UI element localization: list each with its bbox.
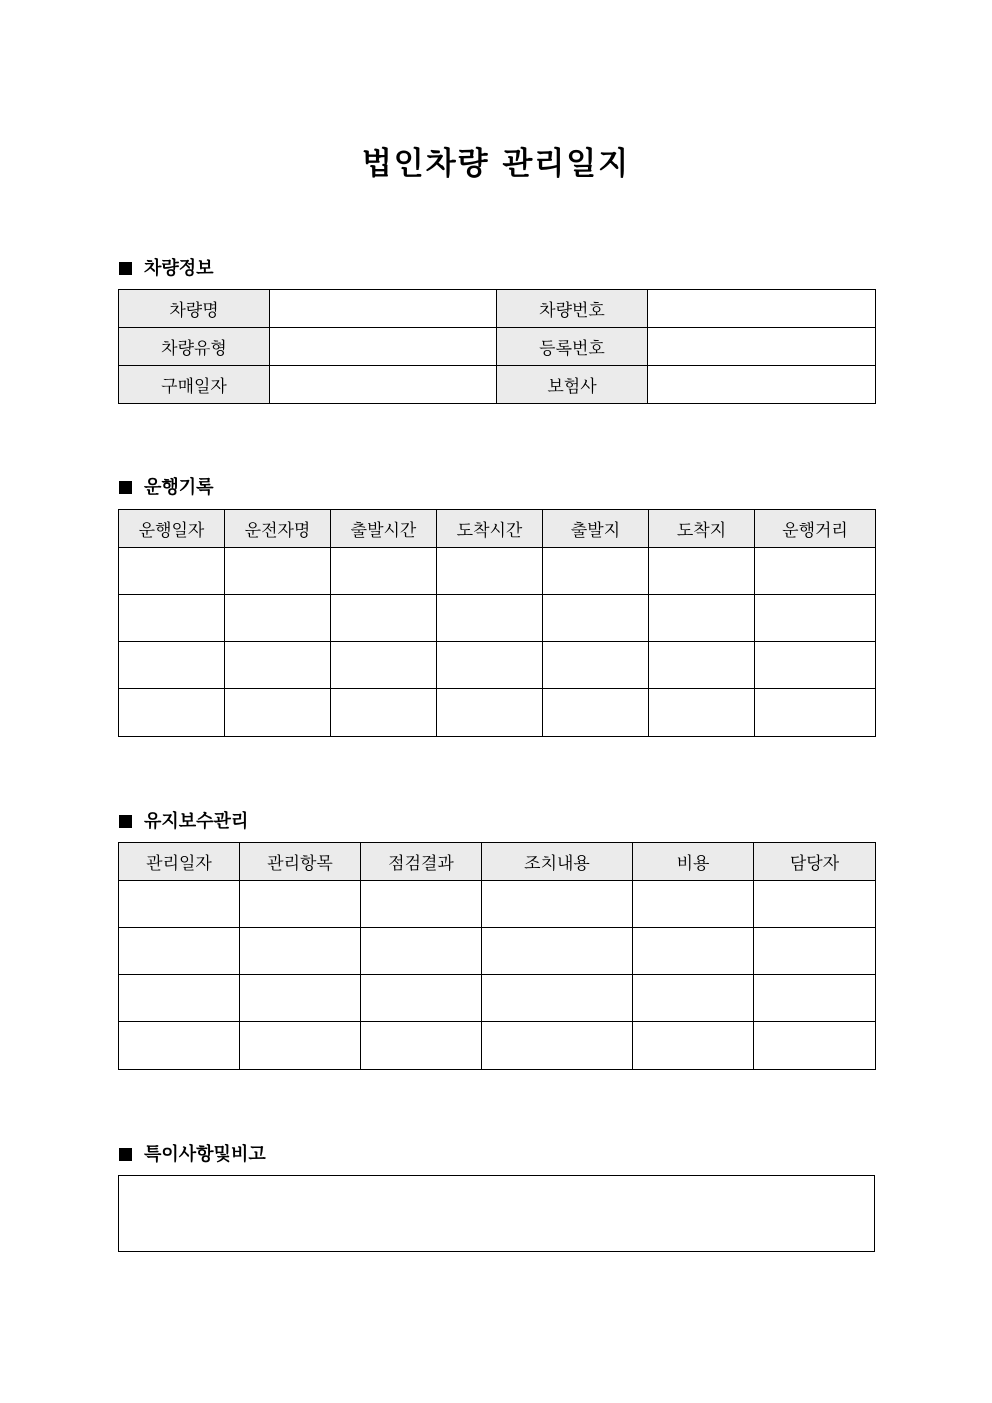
table-cell[interactable] xyxy=(119,928,240,975)
square-bullet-icon xyxy=(119,262,132,275)
table-row xyxy=(119,1022,876,1070)
table-row xyxy=(119,548,876,595)
section-heading-label: 차량정보 xyxy=(144,258,214,279)
table-cell[interactable] xyxy=(225,548,331,595)
table-cell[interactable] xyxy=(649,595,755,642)
vehicle-name-field[interactable] xyxy=(270,290,497,328)
table-cell[interactable] xyxy=(225,595,331,642)
table-row xyxy=(119,366,876,404)
table-cell[interactable] xyxy=(119,642,225,689)
column-header: 도착지 xyxy=(649,510,755,548)
table-cell[interactable] xyxy=(755,548,876,595)
field-label: 구매일자 xyxy=(119,366,270,404)
table-cell[interactable] xyxy=(633,881,754,928)
table-cell[interactable] xyxy=(482,1022,633,1070)
column-header: 출발지 xyxy=(543,510,649,548)
insurer-field[interactable] xyxy=(648,366,876,404)
maintenance-table xyxy=(118,842,876,1070)
square-bullet-icon xyxy=(119,1148,132,1161)
section-heading-notes xyxy=(119,1140,266,1166)
table-row xyxy=(119,642,876,689)
table-cell[interactable] xyxy=(119,689,225,737)
table-cell[interactable] xyxy=(361,1022,482,1070)
table-cell[interactable] xyxy=(119,595,225,642)
table-cell[interactable] xyxy=(331,642,437,689)
section-heading-driving-log xyxy=(119,473,214,499)
table-cell[interactable] xyxy=(240,1022,361,1070)
vehicle-type-field[interactable] xyxy=(270,328,497,366)
field-label: 차량명 xyxy=(119,290,270,328)
table-cell[interactable] xyxy=(240,881,361,928)
table-cell[interactable] xyxy=(240,975,361,1022)
square-bullet-icon xyxy=(119,481,132,494)
table-cell[interactable] xyxy=(482,975,633,1022)
column-header: 운행거리 xyxy=(755,510,876,548)
table-cell[interactable] xyxy=(543,548,649,595)
table-cell[interactable] xyxy=(754,881,876,928)
table-cell[interactable] xyxy=(119,1022,240,1070)
table-cell[interactable] xyxy=(754,975,876,1022)
section-heading-label: 특이사항및비고 xyxy=(144,1144,266,1165)
section-heading-label: 운행기록 xyxy=(144,477,214,498)
table-cell[interactable] xyxy=(240,928,361,975)
field-label: 차량유형 xyxy=(119,328,270,366)
table-row xyxy=(119,928,876,975)
notes-box[interactable] xyxy=(118,1175,875,1252)
column-header: 점검결과 xyxy=(361,843,482,881)
table-cell[interactable] xyxy=(633,975,754,1022)
section-heading-maintenance xyxy=(119,807,248,833)
page-title: 법인차량 관리일지 xyxy=(361,146,631,182)
field-label: 보험사 xyxy=(497,366,648,404)
table-cell[interactable] xyxy=(119,881,240,928)
table-row xyxy=(119,975,876,1022)
table-cell[interactable] xyxy=(754,928,876,975)
table-cell[interactable] xyxy=(331,595,437,642)
table-cell[interactable] xyxy=(225,642,331,689)
table-cell[interactable] xyxy=(482,881,633,928)
column-header: 운전자명 xyxy=(225,510,331,548)
table-cell[interactable] xyxy=(633,1022,754,1070)
purchase-date-field[interactable] xyxy=(270,366,497,404)
table-cell[interactable] xyxy=(482,928,633,975)
table-header-row xyxy=(119,843,876,881)
table-cell[interactable] xyxy=(437,689,543,737)
column-header: 비용 xyxy=(633,843,754,881)
driving-log-table xyxy=(118,509,876,737)
table-cell[interactable] xyxy=(437,548,543,595)
table-cell[interactable] xyxy=(119,548,225,595)
table-cell[interactable] xyxy=(755,595,876,642)
column-header: 관리일자 xyxy=(119,843,240,881)
table-cell[interactable] xyxy=(331,689,437,737)
table-cell[interactable] xyxy=(437,642,543,689)
vehicle-number-field[interactable] xyxy=(648,290,876,328)
table-cell[interactable] xyxy=(361,928,482,975)
table-cell[interactable] xyxy=(754,1022,876,1070)
table-cell[interactable] xyxy=(755,689,876,737)
table-cell[interactable] xyxy=(633,928,754,975)
table-row xyxy=(119,595,876,642)
table-cell[interactable] xyxy=(225,689,331,737)
table-cell[interactable] xyxy=(649,642,755,689)
table-cell[interactable] xyxy=(649,689,755,737)
column-header: 운행일자 xyxy=(119,510,225,548)
table-cell[interactable] xyxy=(543,595,649,642)
registration-number-field[interactable] xyxy=(648,328,876,366)
table-cell[interactable] xyxy=(437,595,543,642)
field-label: 차량번호 xyxy=(497,290,648,328)
column-header: 출발시간 xyxy=(331,510,437,548)
table-cell[interactable] xyxy=(755,642,876,689)
vehicle-info-table xyxy=(118,289,876,404)
section-heading-vehicle-info xyxy=(119,254,214,280)
table-row xyxy=(119,689,876,737)
square-bullet-icon xyxy=(119,815,132,828)
table-cell[interactable] xyxy=(543,689,649,737)
table-cell[interactable] xyxy=(543,642,649,689)
field-label: 등록번호 xyxy=(497,328,648,366)
table-row xyxy=(119,881,876,928)
table-cell[interactable] xyxy=(119,975,240,1022)
column-header: 도착시간 xyxy=(437,510,543,548)
column-header: 담당자 xyxy=(754,843,876,881)
table-cell[interactable] xyxy=(331,548,437,595)
table-row xyxy=(119,290,876,328)
column-header: 조치내용 xyxy=(482,843,633,881)
table-header-row xyxy=(119,510,876,548)
table-row xyxy=(119,328,876,366)
table-cell[interactable] xyxy=(361,881,482,928)
table-cell[interactable] xyxy=(649,548,755,595)
table-cell[interactable] xyxy=(361,975,482,1022)
section-heading-label: 유지보수관리 xyxy=(144,811,249,832)
column-header: 관리항목 xyxy=(240,843,361,881)
